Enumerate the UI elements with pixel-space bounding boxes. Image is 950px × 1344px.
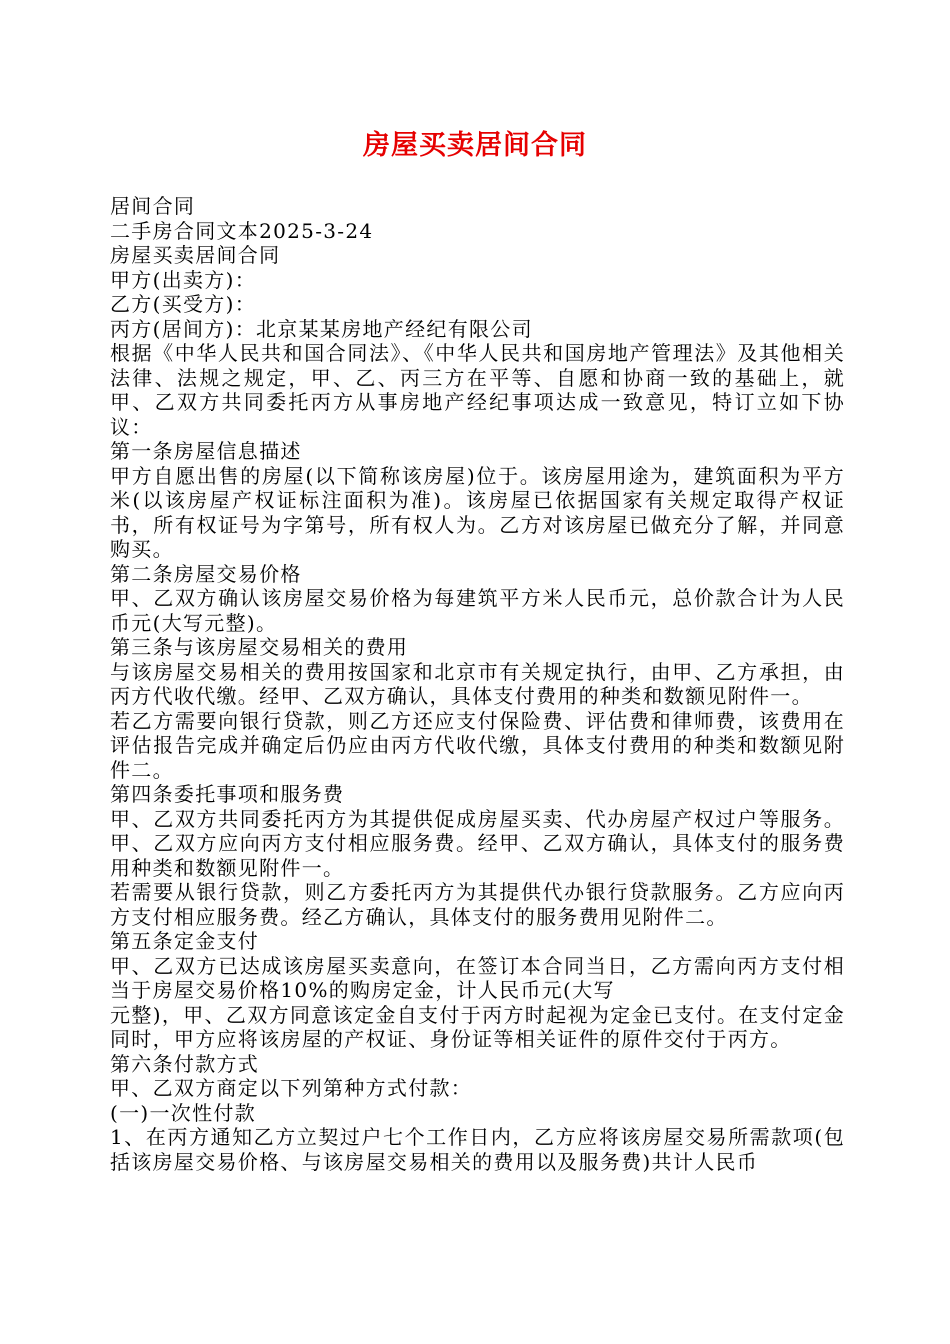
section-heading: 第四条委托事项和服务费 xyxy=(110,782,345,806)
paragraph: 二手房合同文本2025-3-24 xyxy=(110,218,374,243)
paragraph: 甲、乙双方商定以下列第种方式付款： xyxy=(110,1076,473,1100)
section-heading: 第三条与该房屋交易相关的费用 xyxy=(110,635,409,659)
paragraph: 若乙方需要向银行贷款，则乙方还应支付保险费、评估费和律师费，该费用在评估报告完成并确定后仍应由丙方代收代缴，具体支付费用的种类和数额见附件二。 xyxy=(110,708,845,782)
paragraph: 甲、乙双方确认该房屋交易价格为每建筑平方米人民币元，总价款合计为人民币元(大写元整)。 xyxy=(110,586,845,635)
section-heading: 第五条定金支付 xyxy=(110,929,260,953)
section-heading: 第一条房屋信息描述 xyxy=(110,439,302,463)
paragraph: 与该房屋交易相关的费用按国家和北京市有关规定执行，由甲、乙方承担，由丙方代收代缴。经甲、乙双方确认，具体支付费用的种类和数额见附件一。 xyxy=(110,659,845,708)
paragraph: 根据《中华人民共和国合同法》、《中华人民共和国房地产管理法》及其他相关法律、法规之规定，甲、乙、丙三方在平等、自愿和协商一致的基础上，就甲、乙双方共同委托丙方从事房地产经纪事项达成一致意见，特订立如下协议： xyxy=(110,341,845,439)
paragraph: 甲、乙双方共同委托丙方为其提供促成房屋买卖、代办房屋产权过户等服务。甲、乙双方应向丙方支付相应服务费。经甲、乙双方确认，具体支付的服务费用种类和数额见附件一。 xyxy=(110,806,845,880)
section-heading: 第二条房屋交易价格 xyxy=(110,561,302,586)
paragraph: 房屋买卖居间合同 xyxy=(110,243,281,267)
paragraph: 甲方(出卖方)： xyxy=(110,267,257,292)
section-heading: 第六条付款方式 xyxy=(110,1051,260,1076)
paragraph: 丙方(居间方)：北京某某房地产经纪有限公司 xyxy=(110,316,533,341)
document-body xyxy=(110,194,845,1174)
paragraph: 甲、乙双方已达成该房屋买卖意向，在签订本合同当日，乙方需向丙方支付相当于房屋交易价格10%的购房定金，计人民币元(大写 元整)，甲、乙双方同意该定金自支付于丙方时起视为定金已支付。在支付定金同时，甲方应将该房屋的产权证、身份证等相关证件的原件交付于丙方。 xyxy=(110,953,845,1051)
paragraph: 1、在丙方通知乙方立契过户七个工作日内，乙方应将该房屋交易所需款项(包括该房屋交易价格、与该房屋交易相关的费用以及服务费)共计人民币 xyxy=(110,1125,845,1174)
document-title: 房屋买卖居间合同 xyxy=(363,130,587,161)
paragraph: 若需要从银行贷款，则乙方委托丙方为其提供代办银行贷款服务。乙方应向丙方支付相应服务费。经乙方确认，具体支付的服务费用见附件二。 xyxy=(110,880,845,929)
paragraph: 乙方(买受方)： xyxy=(110,292,257,316)
paragraph: 居间合同 xyxy=(110,194,196,218)
paragraph: 甲方自愿出售的房屋(以下简称该房屋)位于。该房屋用途为，建筑面积为平方米(以该房屋产权证标注面积为准)。该房屋已依据国家有关规定取得产权证书，所有权证号为字第号，所有权人为。乙方对该房屋已做充分了解，并同意购买。 xyxy=(110,463,845,561)
paragraph: (一)一次性付款 xyxy=(110,1100,257,1125)
